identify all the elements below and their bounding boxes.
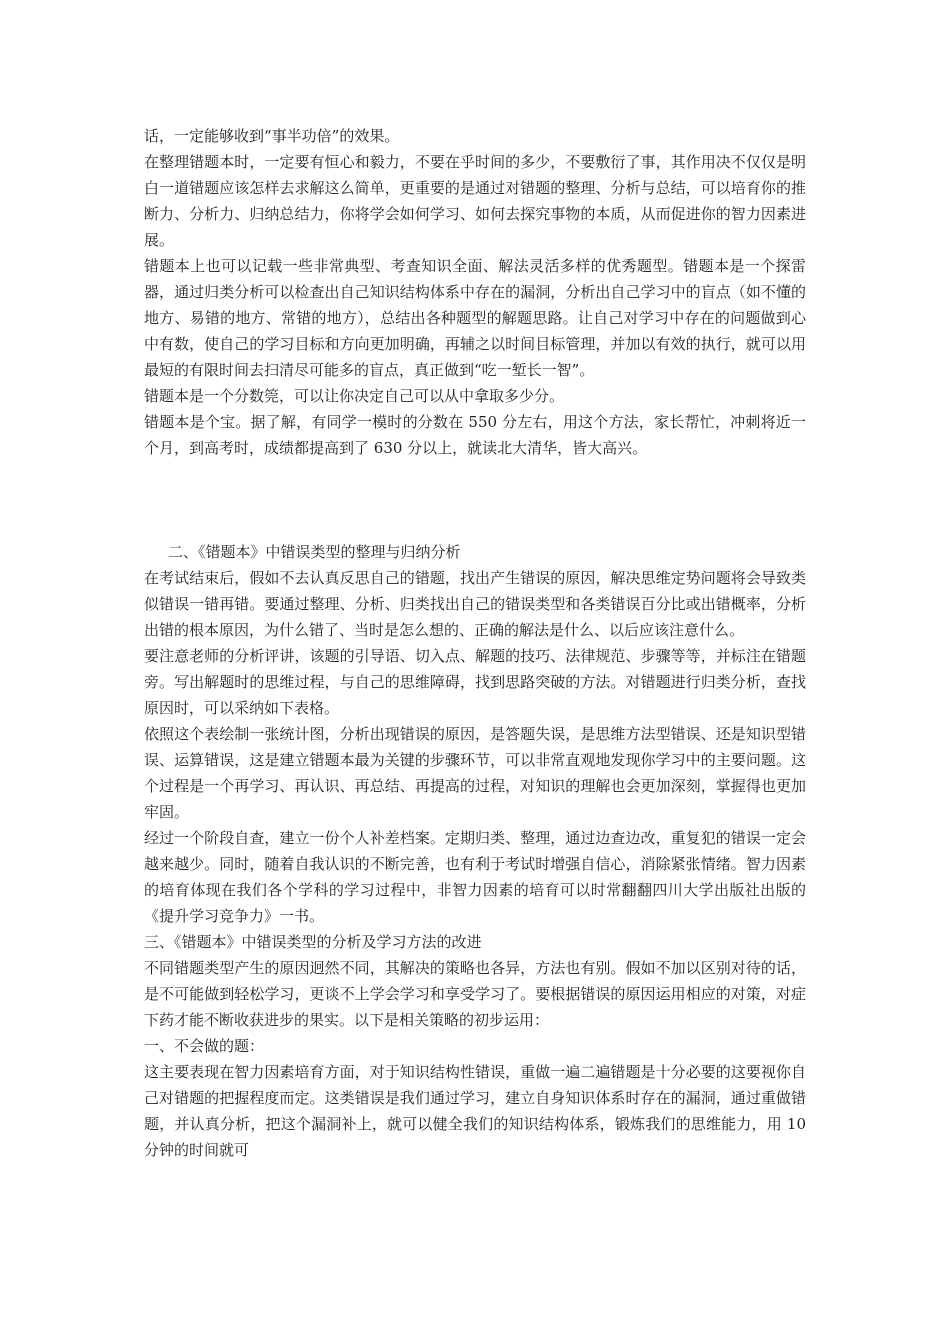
paragraph: 错题本是一个分数筦，可以让你决定自己可以从中拿取多少分。 <box>144 387 565 405</box>
paragraph: 依照这个表绘制一张统计图，分析出现错误的原因，是答题失误，是思维方法型错误、还是知识型错误、运算错误，这是建立错题本最为关键的步骤环节，可以非常直观地发现你学习中的主要问题。这个过程是一个再学习、再认识、再总结、再提高的过程，对知识的理解也会更加深刻，掌握得也更加牢固。 <box>144 725 806 821</box>
document-body <box>144 123 806 1163</box>
paragraph: 不同错题类型产生的原因迥然不同，其解决的策略也各异，方法也有别。假如不加以区别对待的话，是不可能做到轻松学习，更谈不上学会学习和享受学习了。要根据错误的原因运用相应的对策，对症下药才能不断收获进步的果实。以下是相关策略的初步运用： <box>144 959 806 1029</box>
blank-space <box>144 461 806 539</box>
paragraph: 错题本是个宝。据了解，有同学一模时的分数在 550 分左右，用这个方法，家长帮忙，冲刺将近一个月，到高考时，成绩都提高到了 630 分以上，就读北大清华，皆大高兴。 <box>144 413 806 457</box>
subsection-heading: 一、不会做的题： <box>144 1037 265 1055</box>
paragraph: 话，一定能够收到“事半功倍”的效果。 <box>144 127 400 145</box>
paragraph: 要注意老师的分析评讲，该题的引导语、切入点、解题的技巧、法律规范、步骤等等，并标注在错题旁。写出解题时的思维过程，与自己的思维障碍，找到思路突破的方法。对错题进行归类分析，查找原因时，可以采纳如下表格。 <box>144 647 806 717</box>
paragraph: 经过一个阶段自查，建立一份个人补差档案。定期归类、整理，通过边查边改，重复犯的错误一定会越来越少。同时，随着自我认识的不断完善，也有利于考试时增强自信心，消除紧张情绪。智力因素的培育体现在我们各个学科的学习过程中，非智力因素的培育可以时常翻翻四川大学出版社出版的《提升学习竞争力》一书。 <box>144 829 806 925</box>
section-heading: 三、《错题本》中错误类型的分析及学习方法的改进 <box>144 933 482 951</box>
section-heading: 二、《错题本》中错误类型的整理与归纳分析 <box>168 543 461 561</box>
paragraph: 在整理错题本时，一定要有恒心和毅力，不要在乎时间的多少，不要敷衍了事，其作用决不仅仅是明白一道错题应该怎样去求解这么简单，更重要的是通过对错题的整理、分析与总结，可以培育你的推断力、分析力、归纳总结力，你将学会如何学习、如何去探究事物的本质，从而促进你的智力因素进展。 <box>144 153 806 249</box>
paragraph: 这主要表现在智力因素培育方面，对于知识结构性错误，重做一遍二遍错题是十分必要的这要视你自己对错题的把握程度而定。这类错误是我们通过学习，建立自身知识体系时存在的漏洞，通过重做错题，并认真分析，把这个漏洞补上，就可以健全我们的知识结构体系，锻炼我们的思维能力，用 10 分钟的时间就可 <box>144 1063 806 1159</box>
paragraph: 在考试结束后，假如不去认真反思自己的错题，找出产生错误的原因，解决思维定势问题将会导致类似错误一错再错。要通过整理、分析、归类找出自己的错误类型和各类错误百分比或出错概率，分析出错的根本原因，为什么错了、当时是怎么想的、正确的解法是什么、以后应该注意什么。 <box>144 569 806 639</box>
paragraph: 错题本上也可以记载一些非常典型、考查知识全面、解法灵活多样的优秀题型。错题本是一个探雷器，通过归类分析可以检查出自己知识结构体系中存在的漏洞，分析出自己学习中的盲点（如不懂的地方、易错的地方、常错的地方），总结出各种题型的解题思路。让自己对学习中存在的问题做到心中有数，使自己的学习目标和方向更加明确，再辅之以时间目标管理，并加以有效的执行，就可以用最短的有限时间去扫清尽可能多的盲点，真正做到“吃一堑长一智”。 <box>144 257 806 379</box>
